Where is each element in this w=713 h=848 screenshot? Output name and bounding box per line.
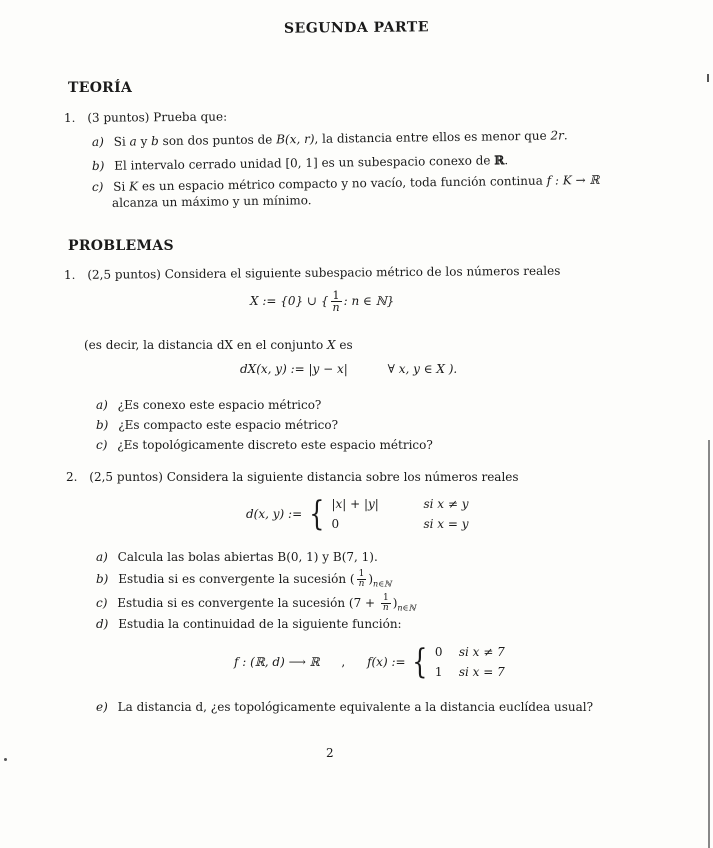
case-value: 1	[434, 665, 443, 679]
math-var: a	[129, 134, 137, 149]
p1-item-b	[96, 418, 338, 432]
item-text: Estudia si es convergente la sucesión	[117, 596, 349, 610]
p2-item-b	[96, 570, 391, 589]
theory-item-a	[92, 128, 568, 149]
item-text: ¿Es conexo este espacio métrico?	[117, 398, 322, 412]
brace-symbol: {	[309, 494, 325, 534]
sequence-subscript: n∈ℕ	[397, 603, 416, 613]
note-text: es	[335, 338, 353, 352]
scan-edge	[708, 440, 710, 848]
item-text: son dos puntos de	[158, 132, 277, 149]
sequence: ( $\frac{1}{n}$ )$_{n\in ℕ}$	[349, 569, 392, 589]
case-condition: si x = 7	[458, 665, 505, 679]
case-value: |x| + |y|	[331, 497, 379, 511]
case-condition: si x = y	[423, 517, 469, 531]
formula-part: d(x, y) :=	[246, 507, 303, 521]
set-formula	[250, 290, 394, 313]
fraction-denominator: n	[332, 301, 340, 314]
problems-heading: PROBLEMAS	[68, 238, 174, 254]
p1-item-c	[96, 438, 433, 452]
fraction-denominator: n	[358, 579, 365, 589]
item-label: c)	[96, 438, 108, 452]
cases	[435, 642, 505, 682]
theory-q1-text: (3 puntos) Prueba que:	[87, 109, 228, 125]
item-text: ¿Es topológicamente discreto este espacio métrico?	[117, 438, 433, 452]
item-text: El intervalo cerrado unidad	[114, 156, 286, 173]
function-definition	[234, 642, 505, 682]
item-label: a)	[96, 398, 108, 412]
item-text: .	[504, 153, 509, 168]
theory-q1	[64, 110, 227, 125]
sequence-prefix: 7 +	[353, 596, 379, 610]
item-text: es un espacio métrico compacto y no vacío, toda función continua	[137, 173, 547, 194]
formula-part: dX(x, y) := |y − x|	[240, 362, 348, 376]
item-label: b)	[91, 158, 105, 173]
item-text: , la distancia entre ellos es menor que	[314, 128, 551, 146]
item-label: b)	[96, 572, 109, 586]
p2-item-d	[96, 617, 402, 631]
math-expr: dX	[216, 338, 234, 352]
item-label: a)	[91, 134, 104, 149]
problem-2	[66, 470, 519, 484]
distance-formula	[240, 362, 457, 376]
fraction	[331, 290, 342, 313]
sequence: (7 + $\frac{1}{n}$ )$_{n\in ℕ}$	[348, 593, 416, 613]
item-label: d)	[96, 617, 109, 631]
math-expr: f : K → ℝ	[546, 172, 600, 188]
p2-item-a	[96, 550, 378, 564]
sequence-subscript: n∈ℕ	[373, 579, 392, 589]
theory-item-c-line2: alcanza un máximo y un mínimo.	[111, 193, 312, 210]
item-text: es un subespacio conexo de	[317, 153, 495, 170]
item-text: Calcula las bolas abiertas B(0, 1) y B(7, 1).	[117, 550, 378, 564]
p2-item-e	[96, 700, 593, 714]
formula-part: ∀ x, y ∈ X ).	[387, 362, 458, 376]
item-text: La distancia d, ¿es topológicamente equivalente a la distancia euclídea usual?	[117, 700, 594, 714]
case-value: 0	[331, 517, 340, 531]
theory-item-c	[92, 173, 600, 194]
problem-text: (2,5 puntos) Considera la siguiente distancia sobre los números reales	[89, 470, 519, 484]
item-label: e)	[96, 700, 108, 714]
distance-note	[84, 338, 353, 352]
math-var: X	[327, 338, 336, 352]
distance-definition	[246, 494, 468, 534]
case-condition: si x ≠ y	[423, 497, 469, 511]
problem-label: 2.	[66, 470, 78, 484]
item-label: b)	[96, 418, 109, 432]
page-title: SEGUNDA PARTE	[283, 19, 430, 37]
theory-q1-label: 1.	[63, 110, 76, 125]
math-expr: ℝ	[494, 153, 505, 168]
p1-item-a	[96, 398, 321, 412]
formula-part: X := {0} ∪ {	[250, 294, 329, 308]
theory-item-b	[92, 153, 508, 173]
problem-1	[64, 264, 560, 282]
note-text: (es decir, la distancia	[84, 338, 217, 352]
p2-item-c	[96, 594, 416, 613]
problem-text: (2,5 puntos) Considera el siguiente subespacio métrico de los números reales	[87, 263, 561, 282]
fraction-denominator: n	[382, 603, 389, 613]
item-text: .	[563, 128, 568, 143]
item-text: ¿Es compacto este espacio métrico?	[118, 418, 339, 432]
math-expr: [0, 1]	[285, 155, 318, 171]
item-label: c)	[91, 179, 104, 194]
item-label: a)	[96, 550, 108, 564]
theory-heading: TEORÍA	[68, 80, 133, 96]
formula-part: f(x) :=	[367, 655, 406, 669]
scan-artifact	[707, 74, 709, 82]
fraction-numerator: 1	[357, 570, 367, 580]
note-text: en el conjunto	[233, 338, 328, 352]
item-text: Estudia la continuidad de la siguiente función:	[118, 617, 402, 631]
item-text: Estudia si es convergente la sucesión	[118, 572, 350, 586]
case-condition: si x ≠ 7	[458, 645, 505, 659]
fraction-numerator: 1	[381, 594, 391, 604]
math-expr: 2r	[550, 128, 564, 143]
item-text: y	[136, 134, 152, 149]
formula-part: f : (ℝ, d) ⟶ ℝ	[234, 655, 320, 669]
page-number: 2	[326, 746, 334, 760]
math-expr: B(x, r)	[276, 131, 315, 147]
math-var: K	[129, 179, 139, 194]
fraction-numerator: 1	[331, 290, 342, 302]
case-value: 0	[434, 645, 443, 659]
problem-label: 1.	[63, 267, 76, 282]
separator: ,	[341, 655, 346, 669]
cases	[331, 494, 468, 534]
math-var: b	[151, 134, 159, 149]
formula-part: : n ∈ ℕ}	[343, 294, 395, 308]
scan-dot	[4, 758, 7, 761]
item-text: Si	[113, 134, 130, 149]
item-text: Si	[113, 179, 130, 194]
item-label: c)	[96, 596, 108, 610]
brace-symbol: {	[412, 642, 428, 682]
